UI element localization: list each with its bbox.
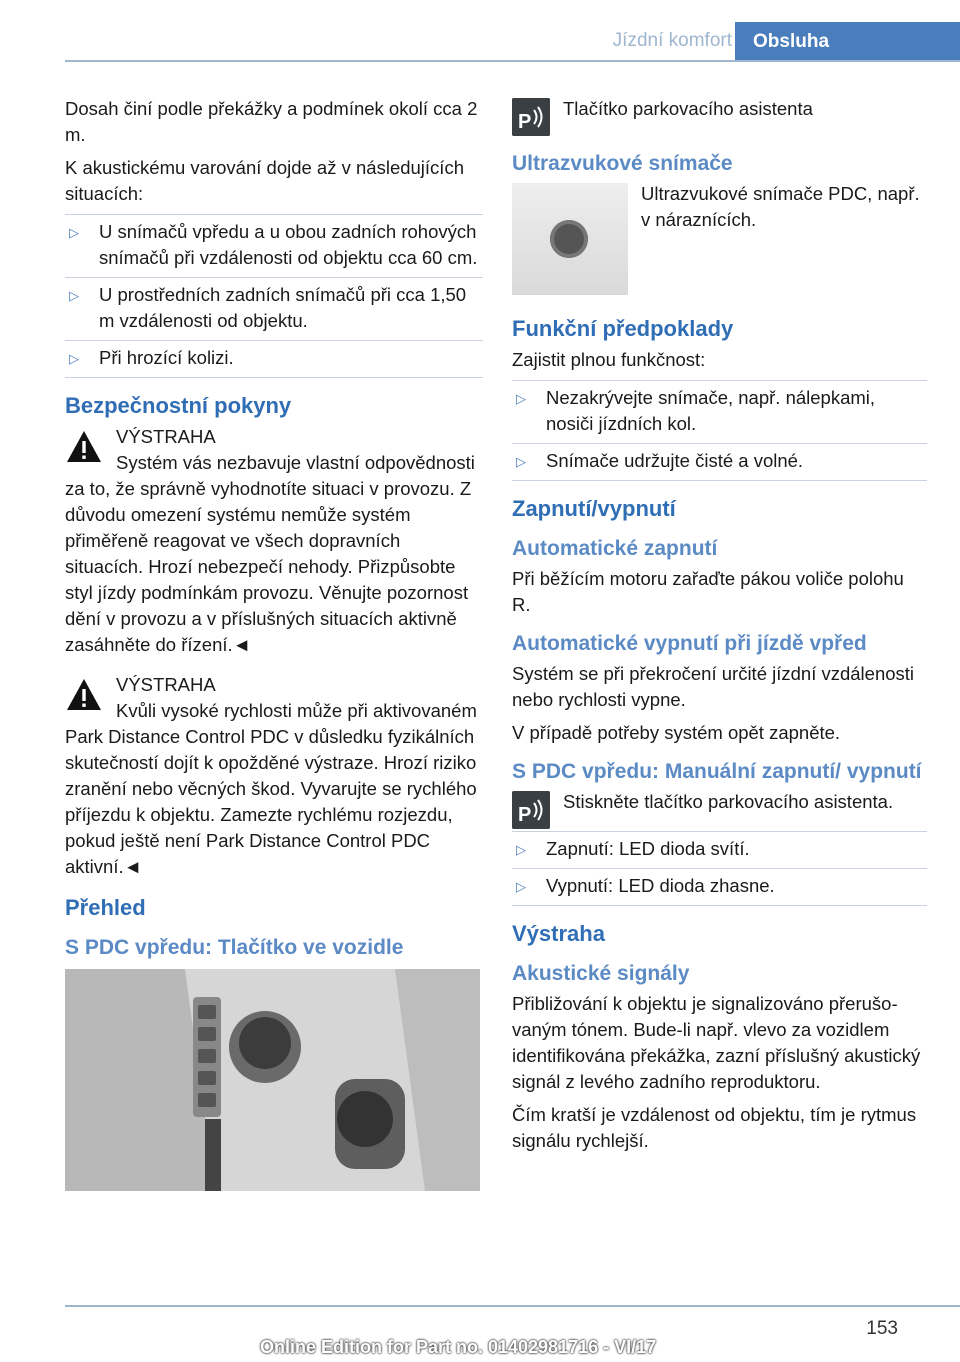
button-caption-row — [512, 96, 927, 138]
section-tab-operation: Obsluha — [735, 22, 960, 62]
svg-text:P: P — [518, 111, 532, 133]
footer-divider — [65, 1305, 960, 1307]
manual-row — [512, 789, 927, 831]
warning-block-1 — [65, 424, 483, 658]
section-tab-driving-comfort: Jízdní komfort — [612, 30, 732, 51]
manual-list — [512, 831, 927, 906]
acoustic-text-2: Čím kratší je vzdálenost od objektu, tím je rytmus signálu rychlejší. — [512, 1104, 917, 1151]
heading-auto-on: Automatické zapnutí — [512, 537, 718, 560]
auto-off-text-2: V případě potřeby systém opět zapněte. — [512, 722, 841, 743]
list-item: ▷ Nezakrývejte snímače, např. nálepkami, nosiči jízdních kol. — [512, 381, 927, 444]
heading-safety: Bezpečnostní pokyny — [65, 393, 292, 418]
heading-prerequisites: Funkční předpoklady — [512, 316, 734, 341]
triangle-bullet-icon: ▷ — [516, 391, 526, 406]
heading-on-off: Zapnutí/vypnutí — [512, 496, 676, 521]
page-header — [0, 0, 960, 62]
button-caption: Tlačítko parkovacího asistenta — [563, 98, 813, 119]
acoustic-text: Přibližování k objektu je signalizováno přerušovaným tónem. Bude-li např. vlevo za vozidlem identifikována překážka, zazní příslušný akustický signál z levého zadního reproduktoru. — [512, 993, 921, 1092]
warning-text: Kvůli vysoké rychlosti může při aktivovaném Park Distance Control PDC v důsledku fyzikálních skutečností dojít k opožděné výstraze. Hrozí riziko zranění nebo věcných škod. Vyvarujte se rychlého příjezdu k objektu. Zamezte rychlému rozjezdu, pokud ještě není Park Distance Control PDC aktivní.◄ — [65, 700, 477, 877]
auto-off-text: Systém se při překročení určité jízdní vzdálenosti nebo rychlosti vypne. — [512, 663, 915, 710]
manual-text: Stiskněte tlačítko parkovacího asistenta. — [563, 791, 894, 812]
heading-overview: Přehled — [65, 895, 146, 920]
sensor-block — [512, 181, 927, 301]
list-item: ▷ U prostředních zadních snímačů při cca 1,50 m vzdálenosti od objektu. — [65, 278, 483, 341]
warning-triangle-icon — [65, 428, 103, 466]
triangle-bullet-icon: ▷ — [516, 454, 526, 469]
list-item: ▷ Při hrozící kolizi. — [65, 341, 483, 378]
right-column — [512, 96, 927, 1161]
sensor-text: Ultrazvukové snímače PDC, např. v náraznících. — [641, 183, 920, 230]
list-item: ▷ Snímače udržujte čisté a volné. — [512, 444, 927, 481]
header-divider — [65, 60, 960, 62]
sensor-disk-icon — [550, 220, 588, 258]
prereq-text: Zajistit plnou funkčnost: — [512, 349, 706, 370]
left-column — [65, 96, 483, 1191]
paragraph-acoustic-intro: K akustickému varování dojde až v následujících situacích: — [65, 157, 464, 204]
list-item: ▷ U snímačů vpředu a u obou zadních rohových snímačů při vzdálenosti od objektu cca 60 cm. — [65, 215, 483, 278]
warning-text: Systém vás nezbavuje vlastní odpovědnosti za to, že správně vyhodnotíte situaci v provozu. Z důvodu omezení systému nemůže systém přiměřeně reagovat ve všech dopravních situacích. Hrozí nebezpečí nehody. Přizpůsobte styl jízdy podmínkám provozu. Věnujte pozornost dění v provozu a v příslušných situacích aktivně zasáhněte do řízení.◄ — [65, 452, 475, 655]
prereq-list — [512, 380, 927, 481]
triangle-bullet-icon: ▷ — [516, 879, 526, 894]
triangle-bullet-icon: ▷ — [516, 842, 526, 857]
warning-title: VÝSTRAHA — [116, 426, 216, 447]
list-item: ▷ Vypnutí: LED dioda zhasne. — [512, 869, 927, 906]
svg-text:P: P — [518, 804, 532, 826]
situations-list — [65, 214, 483, 378]
paragraph-range: Dosah činí podle překážky a podmínek okolí cca 2 m. — [65, 98, 478, 145]
center-console-illustration — [65, 969, 480, 1191]
vehicle-console-photo — [65, 969, 480, 1191]
heading-button-in-vehicle: S PDC vpředu: Tlačítko ve vozidle — [65, 936, 404, 959]
auto-on-text: Při běžícím motoru zařaďte pákou voliče polohu R. — [512, 568, 904, 615]
page-number: 153 — [866, 1318, 898, 1339]
edition-watermark: Online Edition for Part no. 01402981716 - VI/17 — [260, 1337, 657, 1357]
heading-acoustic-signals: Akustické signály — [512, 962, 690, 985]
warning-triangle-icon — [65, 676, 103, 714]
ultrasonic-sensor-image — [512, 183, 628, 295]
parking-assistant-button-icon — [512, 791, 550, 829]
triangle-bullet-icon: ▷ — [69, 288, 79, 303]
heading-auto-off: Automatické vypnutí při jízdě vpřed — [512, 632, 867, 655]
heading-ultrasonic-sensors: Ultrazvukové snímače — [512, 152, 733, 175]
heading-manual-on-off: S PDC vpředu: Manuální zapnutí/ vypnutí — [512, 760, 922, 783]
triangle-bullet-icon: ▷ — [69, 225, 79, 240]
warning-block-2 — [65, 672, 483, 880]
warning-title: VÝSTRAHA — [116, 674, 216, 695]
heading-warning: Výstraha — [512, 921, 605, 946]
list-item: ▷ Zapnutí: LED dioda svítí. — [512, 832, 927, 869]
parking-assistant-button-icon — [512, 98, 550, 136]
triangle-bullet-icon: ▷ — [69, 351, 79, 366]
